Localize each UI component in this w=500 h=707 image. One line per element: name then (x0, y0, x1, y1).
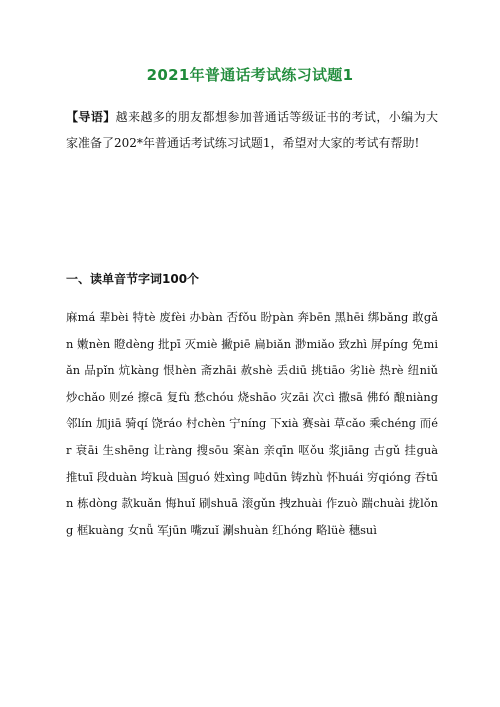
section-heading: 一、读单音节字词100个 (66, 272, 200, 286)
intro-tag: 【导语】 (66, 110, 116, 124)
intro-paragraph (66, 104, 438, 156)
intro-text: 越来越多的朋友都想参加普通话等级证书的考试，小编为大家准备了202*年普通话考试练习试题1，希望对大家的考试有帮助! (66, 110, 438, 150)
word-list: 麻má 辈bèi 特tè 废fèi 办bàn 否fǒu 盼pàn 奔bēn 黑hēi 绑bǎng 敢gǎn 嫩nèn 瞪dèng 批pī 灭miè 撇piē 扁biǎn 渺miǎo 致zhì 屏píng 免miǎn 品pǐn 炕kàng 恨hèn 斋zhāi 赦shè 丢diū 挑tiāo 劣liè 热rè 纽niǔ 炒chǎo 则zé 擦cā 复fù 愁chóu 烧shāo 灾zāi 次cì 撒sā 佛fó 酿niàng 邻lín 加jiā 骑qí 饶ráo 村chèn 宁níng 下xià 赛sài 草cǎo 乘chéng 而ér 衰āi 生shēng 让ràng 搜sōu 案àn 亲qīn 呕ǒu 浆jiāng 古gǔ 挂guà 推tuī 段duàn 垮kuà 国guó 姓xìng 吨dūn 铸zhù 怀huái 穷qióng 吞tūn 栋dòng 款kuǎn 悔huǐ 刷shuā 滚gǔn 拽zhuài 作zuò 踹chuài 拢lǒng 框kuàng 女nǚ 军jūn 嘴zuǐ 涮shuàn 红hóng 略lüè 穗suì (66, 310, 438, 537)
document-title: 2021年普通话考试练习试题1 (146, 66, 354, 84)
